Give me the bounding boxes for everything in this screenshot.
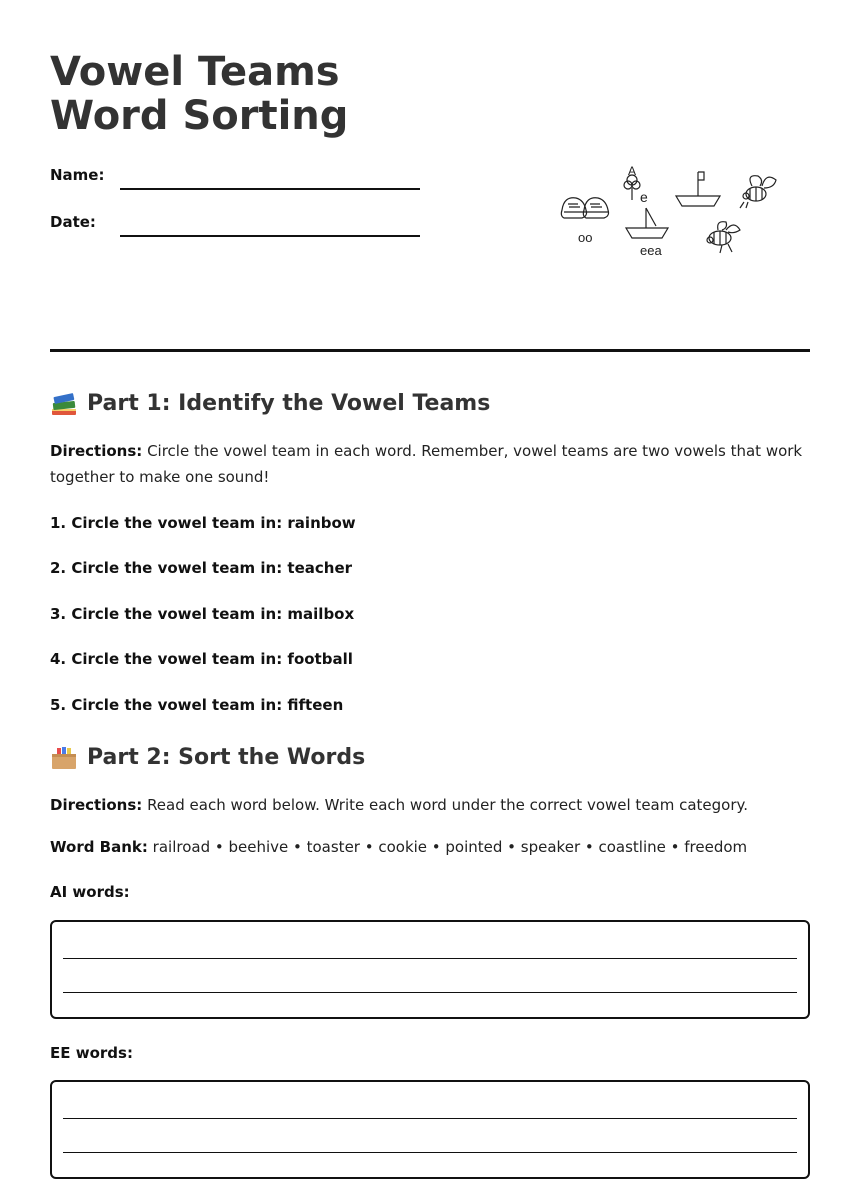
ai-words-label: AI words: [50,883,130,901]
part1-directions [50,438,810,490]
name-label: Name: [50,166,105,184]
vowel-illustration [550,158,790,268]
answer-line [63,992,797,993]
word-bank-words: railroad • beehive • toaster • cookie • pointed • speaker • coastline • freedom [152,838,748,856]
question-5: 5. Circle the vowel team in: fifteen [50,696,344,714]
part1-title [50,389,490,419]
header-divider [50,349,810,352]
date-label: Date: [50,213,96,231]
part2-directions-label: Directions: [50,796,143,814]
card-file-box-icon [50,745,78,771]
sailboat-icon [676,172,720,206]
name-line[interactable] [120,188,420,190]
name-field [50,166,420,194]
part2-title-text: Part 2: Sort the Words [87,745,366,770]
part2-directions-text: Read each word below. Write each word under the correct vowel team category. [147,796,749,814]
part2-title [50,743,365,773]
question-1: 1. Circle the vowel team in: rainbow [50,514,356,532]
date-line[interactable] [120,235,420,237]
ee-words-label: EE words: [50,1044,133,1062]
boat-icon [626,208,668,238]
tree-icon [624,175,640,200]
shoes-icon [561,198,608,218]
answer-line [63,1118,797,1119]
answer-line [63,958,797,959]
illustration-label-oo: oo [578,230,593,245]
word-bank [50,834,810,860]
books-icon [50,391,78,417]
part1-title-text: Part 1: Identify the Vowel Teams [87,391,491,416]
ai-words-answer-box[interactable] [50,920,810,1019]
word-bank-label: Word Bank: [50,838,148,856]
question-4: 4. Circle the vowel team in: football [50,650,353,668]
illustration-label-a: A [628,164,637,178]
part2-directions [50,792,810,818]
part1-directions-label: Directions: [50,442,143,460]
question-3: 3. Circle the vowel team in: mailbox [50,605,355,623]
question-2: 2. Circle the vowel team in: teacher [50,559,353,577]
ee-words-answer-box[interactable] [50,1080,810,1179]
page-title: Vowel Teams Word Sorting [50,49,349,139]
bee-icon [740,176,776,208]
illustration-label-e: e [640,189,648,205]
answer-line [63,1152,797,1153]
bee-icon-2 [707,222,740,253]
illustration-label-eea: eea [640,243,662,258]
part1-directions-text: Circle the vowel team in each word. Remember, vowel teams are two vowels that work together to make one sound! [50,442,803,486]
date-field [50,213,420,241]
